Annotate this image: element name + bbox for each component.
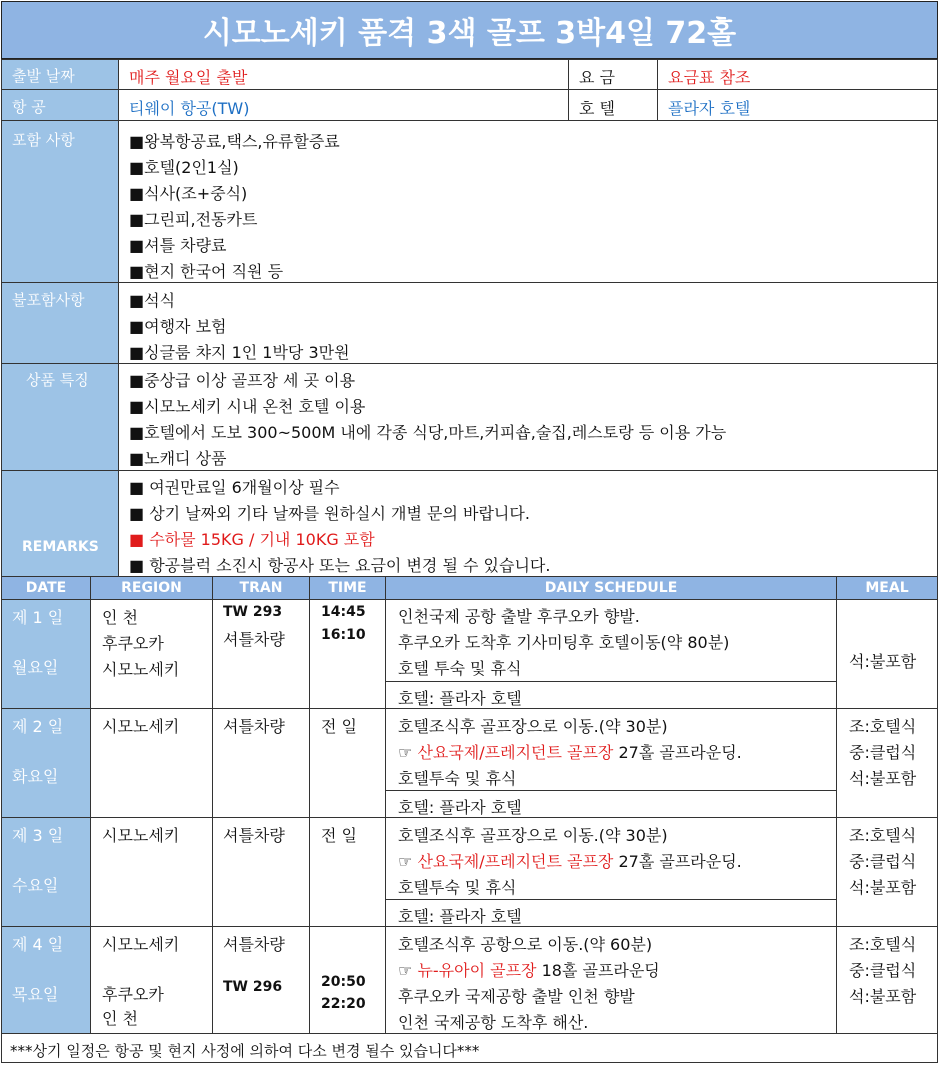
- day2-golf-line: [398, 740, 742, 763]
- day1-time: 16:10: [321, 627, 366, 643]
- day3-meal-cell: [836, 817, 938, 927]
- remarks-label-cell: [1, 470, 119, 577]
- day4-schedule-line: 호텔조식후 공항으로 이동.(약 60분): [398, 935, 653, 954]
- remarks-item: ■ 수하물 15KG / 기내 10KG 포함: [129, 530, 375, 549]
- features-label: 상품 특징: [26, 371, 89, 389]
- day2-meal: 석:불포함: [849, 769, 917, 788]
- day4-time: 22:20: [321, 996, 366, 1012]
- day4-time: 20:50: [321, 974, 366, 990]
- day4-schedule-line: 후쿠오카 국제공항 출발 인천 향발: [398, 987, 635, 1006]
- day2-tran-cell: [212, 708, 310, 818]
- col-header-date: DATE: [1, 576, 91, 600]
- day1-region: 인 천: [102, 608, 138, 627]
- itinerary-sheet: [1, 1, 939, 1063]
- day2-weekday: 화요일: [12, 767, 59, 786]
- fare-value-cell: [657, 59, 938, 90]
- features-item: ■중상급 이상 골프장 세 곳 이용: [129, 371, 356, 390]
- page-title: 시모노세키 품격 3색 골프 3박4일 72홀: [1, 1, 938, 59]
- day4-flight: TW 296: [223, 979, 283, 995]
- day3-schedule-line: 호텔투숙 및 휴식: [398, 878, 517, 897]
- day1-region: 시모노세키: [102, 660, 180, 679]
- day1-schedule-cell: [385, 599, 837, 682]
- airline-value: 티웨이 항공(TW): [129, 99, 250, 118]
- day3-date-cell: [1, 817, 91, 927]
- hotel-label-cell: [568, 89, 658, 121]
- day3-golf-holes: 27홀 골프라운딩.: [613, 852, 742, 871]
- airline-value-cell: [118, 89, 569, 121]
- day1-transport: 셔틀차량: [223, 630, 285, 649]
- excluded-label: 불포함사항: [12, 291, 85, 309]
- col-header-meal: MEAL: [836, 576, 938, 600]
- day3-region-cell: [90, 817, 213, 927]
- day1-time: 14:45: [321, 604, 366, 620]
- day2-schedule-line: 호텔투숙 및 휴식: [398, 769, 517, 788]
- day4-number: 제 4 일: [12, 935, 64, 954]
- excluded-list: [118, 282, 938, 364]
- day4-meal: 중:클럽식: [849, 961, 917, 980]
- day1-meal: 석:불포함: [849, 652, 917, 671]
- fare-label-cell: [568, 59, 658, 90]
- day3-meal: 조:호텔식: [849, 826, 917, 845]
- col-header-region: REGION: [90, 576, 213, 600]
- day4-region: 인 천: [102, 1009, 138, 1028]
- day2-hotel: 호텔: 플라자 호텔: [398, 798, 522, 817]
- departure-value-cell: [118, 59, 569, 90]
- included-item: ■식사(조+중식): [129, 184, 248, 203]
- day3-schedule-line: 호텔조식후 골프장으로 이동.(약 30분): [398, 826, 668, 845]
- excluded-item: ■석식: [129, 291, 176, 310]
- features-label-cell: [1, 363, 119, 471]
- day1-hotel-cell: [385, 681, 837, 709]
- remarks-item: ■ 항공블럭 소진시 항공사 또는 요금이 변경 될 수 있습니다.: [129, 556, 551, 575]
- included-item: ■그린피,전동카트: [129, 210, 258, 229]
- day3-time-cell: [309, 817, 386, 927]
- day4-golf-holes: 18홀 골프라운딩: [536, 961, 660, 980]
- day4-meal: 조:호텔식: [849, 935, 917, 954]
- day2-number: 제 2 일: [12, 717, 64, 736]
- day2-hotel-cell: [385, 790, 837, 818]
- day3-golf-line: [398, 849, 742, 872]
- included-label-cell: [1, 120, 119, 283]
- day3-region: 시모노세키: [102, 826, 180, 845]
- fare-value: 요금표 참조: [668, 68, 751, 87]
- included-item: ■왕복항공료,택스,유류할증료: [129, 132, 340, 151]
- day4-schedule-line: 인천 국제공항 도착후 해산.: [398, 1013, 589, 1032]
- day3-meal: 석:불포함: [849, 878, 917, 897]
- pointing-hand-icon: ☞: [398, 961, 418, 980]
- day4-region: 시모노세키: [102, 935, 180, 954]
- features-list: [118, 363, 938, 471]
- day1-region: 후쿠오카: [102, 634, 164, 653]
- day3-number: 제 3 일: [12, 826, 64, 845]
- day1-schedule-line: 호텔 투숙 및 휴식: [398, 659, 522, 678]
- day3-tran-cell: [212, 817, 310, 927]
- footer-notice: ***상기 일정은 항공 및 현지 사정에 의하여 다소 변경 될수 있습니다***: [1, 1033, 938, 1063]
- excluded-item: ■여행자 보험: [129, 317, 227, 336]
- day2-transport: 셔틀차량: [223, 717, 285, 736]
- pointing-hand-icon: ☞: [398, 743, 418, 762]
- day1-flight: TW 293: [223, 604, 283, 620]
- hotel-value: 플라자 호텔: [668, 99, 751, 118]
- col-header-tran: TRAN: [212, 576, 310, 600]
- day3-transport: 셔틀차량: [223, 826, 285, 845]
- day3-schedule-cell: [385, 817, 837, 900]
- day4-region: 후쿠오카: [102, 985, 164, 1004]
- day1-number: 제 1 일: [12, 608, 64, 627]
- included-list: [118, 120, 938, 283]
- day1-hotel: 호텔: 플라자 호텔: [398, 689, 522, 708]
- hotel-label: 호 텔: [579, 99, 615, 118]
- day4-region-cell: [90, 926, 213, 1034]
- day4-weekday: 목요일: [12, 985, 59, 1004]
- departure-label-cell: [1, 59, 119, 90]
- airline-label-cell: [1, 89, 119, 121]
- day4-meal: 석:불포함: [849, 987, 917, 1006]
- day3-hotel-cell: [385, 899, 837, 927]
- pointing-hand-icon: ☞: [398, 852, 418, 871]
- remarks-label: REMARKS: [22, 539, 99, 555]
- included-label: 포함 사항: [12, 131, 75, 149]
- features-item: ■호텔에서 도보 300~500M 내에 각종 식당,마트,커피숍,술집,레스토랑 등 이용 가능: [129, 423, 727, 442]
- day2-region-cell: [90, 708, 213, 818]
- remarks-item: ■ 상기 날짜외 기타 날짜를 원하실시 개별 문의 바랍니다.: [129, 504, 530, 523]
- day2-golf-holes: 27홀 골프라운딩.: [613, 743, 742, 762]
- day1-meal-cell: [836, 599, 938, 709]
- day4-golf-course: 뉴-유아이 골프장: [417, 961, 537, 980]
- day4-tran-cell: [212, 926, 310, 1034]
- included-item: ■호텔(2인1실): [129, 158, 239, 177]
- excluded-label-cell: [1, 282, 119, 364]
- excluded-item: ■싱글룸 챠지 1인 1박당 3만원: [129, 343, 350, 362]
- day2-time-cell: [309, 708, 386, 818]
- hotel-value-cell: [657, 89, 938, 121]
- day1-weekday: 월요일: [12, 658, 59, 677]
- day1-time-cell: [309, 599, 386, 709]
- remarks-item: ■ 여권만료일 6개월이상 필수: [129, 478, 340, 497]
- departure-label: 출발 날짜: [12, 67, 75, 85]
- fare-label: 요 금: [579, 68, 615, 87]
- day4-schedule-cell: [385, 926, 837, 1034]
- day3-weekday: 수요일: [12, 876, 59, 895]
- day4-meal-cell: [836, 926, 938, 1034]
- day4-transport: 셔틀차량: [223, 935, 285, 954]
- included-item: ■현지 한국어 직원 등: [129, 262, 284, 281]
- day2-meal: 조:호텔식: [849, 717, 917, 736]
- day2-meal-cell: [836, 708, 938, 818]
- col-header-time: TIME: [309, 576, 386, 600]
- day3-meal: 중:클럽식: [849, 852, 917, 871]
- day3-time: 전 일: [321, 826, 357, 845]
- day1-region-cell: [90, 599, 213, 709]
- day1-schedule-line: 후쿠오카 도착후 기사미팅후 호텔이동(약 80분): [398, 633, 730, 652]
- features-item: ■노캐디 상품: [129, 449, 227, 468]
- day2-schedule-cell: [385, 708, 837, 791]
- airline-label: 항 공: [12, 98, 46, 116]
- day4-time-cell: [309, 926, 386, 1034]
- day1-date-cell: [1, 599, 91, 709]
- day1-tran-cell: [212, 599, 310, 709]
- day3-golf-course: 산요국제/프레지던트 골프장: [417, 852, 614, 871]
- day2-date-cell: [1, 708, 91, 818]
- departure-value: 매주 월요일 출발: [129, 68, 248, 87]
- day2-golf-course: 산요국제/프레지던트 골프장: [417, 743, 614, 762]
- day2-schedule-line: 호텔조식후 골프장으로 이동.(약 30분): [398, 717, 668, 736]
- col-header-daily: DAILY SCHEDULE: [385, 576, 837, 600]
- day4-golf-line: [398, 958, 660, 981]
- day2-time: 전 일: [321, 717, 357, 736]
- day1-schedule-line: 인천국제 공항 출발 후쿠오카 향발.: [398, 607, 640, 626]
- day3-hotel: 호텔: 플라자 호텔: [398, 907, 522, 926]
- day2-region: 시모노세키: [102, 717, 180, 736]
- features-item: ■시모노세키 시내 온천 호텔 이용: [129, 397, 366, 416]
- included-item: ■셔틀 차량료: [129, 236, 227, 255]
- day4-date-cell: [1, 926, 91, 1034]
- day2-meal: 중:클럽식: [849, 743, 917, 762]
- remarks-list: [118, 470, 938, 577]
